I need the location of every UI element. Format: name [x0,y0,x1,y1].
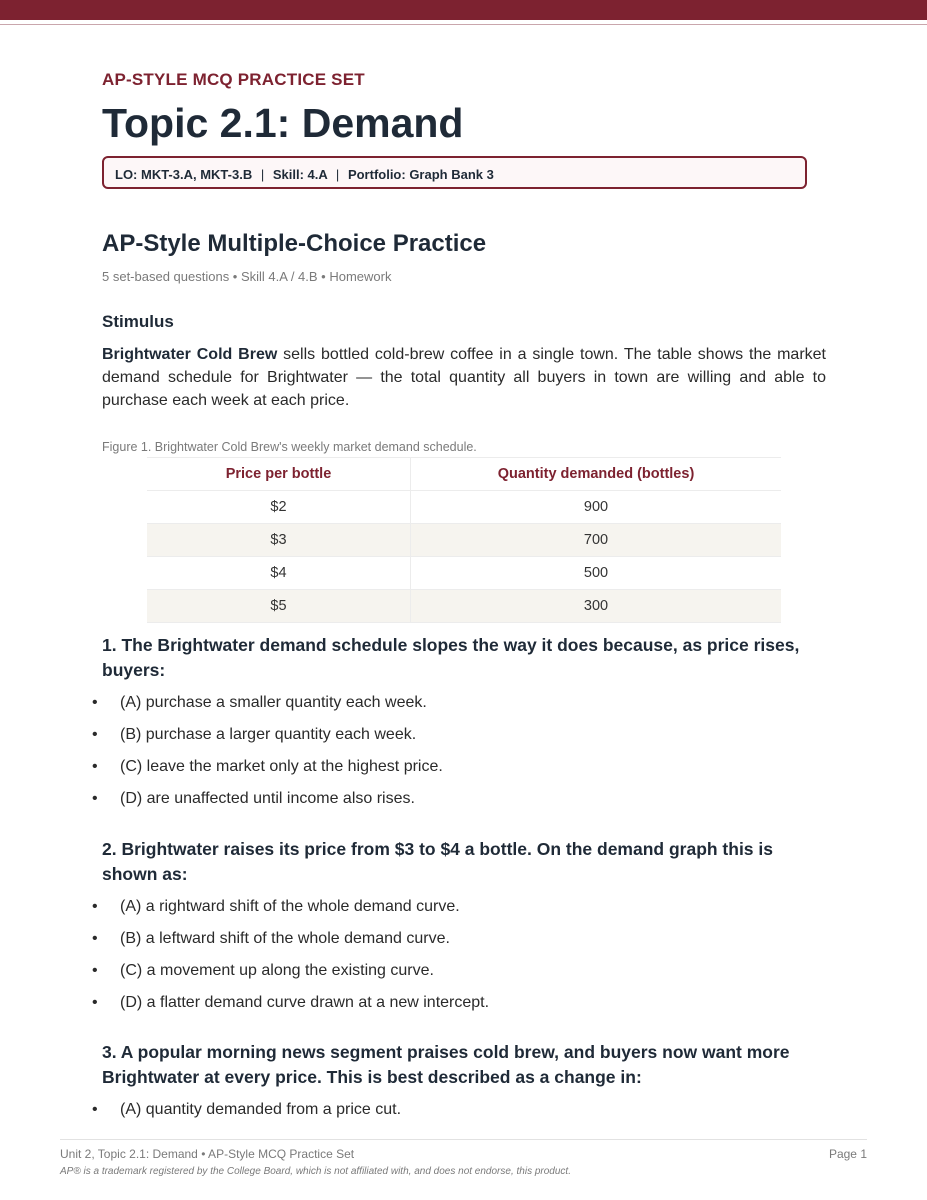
section-subtitle: 5 set-based questions • Skill 4.A / 4.B • Homework [102,269,392,284]
section-title: AP-Style Multiple-Choice Practice [102,230,487,257]
answer-option: • (C) a movement up along the existing curve. [102,955,826,987]
stimulus-brand: Brightwater Cold Brew [102,346,278,363]
answer-options [102,687,826,815]
demand-schedule-table [147,457,781,623]
answer-option: • (B) purchase a larger quantity each week. [102,719,826,751]
table-header-row [147,458,781,491]
table-cell-quantity: 700 [411,524,782,557]
question-stem: 3. A popular morning news segment praises cold brew, and buyers now want more Brightwater at every price. This is best described as a change in: [102,1042,790,1087]
answer-options [102,891,826,1019]
table-header-price: Price per bottle [147,458,411,491]
table-row [147,557,781,590]
table-row [147,491,781,524]
page-kicker: AP-STYLE MCQ PRACTICE SET [102,70,365,89]
question-stem: 2. Brightwater raises its price from $3 to $4 a bottle. On the demand graph this is shown as: [102,839,773,884]
learning-objectives-box [102,156,807,189]
answer-option: • (D) a flatter demand curve drawn at a new intercept. [102,987,826,1019]
top-accent-bar [0,0,927,20]
answer-option: • (C) leave the market only at the highest price. [102,751,826,783]
table-row [147,590,781,623]
question-stem: 1. The Brightwater demand schedule slopes the way it does because, as price rises, buyers: [102,635,800,680]
stimulus-heading: Stimulus [102,312,174,331]
page-number: Page 1 [828,1147,867,1161]
page-title: Topic 2.1: Demand [102,100,464,146]
portfolio-ref: Portfolio: Graph Bank 3 [347,167,494,182]
question-2 [102,837,826,1019]
trademark-note: AP® is a trademark registered by the College Board, which is not affiliated with, and does not endorse, this product. [60,1166,571,1177]
figure-caption: Figure 1. Brightwater Cold Brew's weekly market demand schedule. [102,440,477,454]
footer-rule [60,1139,867,1140]
answer-option: • (D) are unaffected until income also rises. [102,783,826,815]
answer-option: • (B) a leftward shift of the whole demand curve. [102,923,826,955]
answer-option: • (A) purchase a smaller quantity each week. [102,687,826,719]
top-rule [0,24,927,25]
lo-codes: LO: MKT-3.A, MKT-3.B [115,167,253,182]
lo-separator: | [335,167,340,182]
lo-separator: | [260,167,265,182]
footer-running-title: Unit 2, Topic 2.1: Demand • AP-Style MCQ Practice Set [60,1147,355,1161]
answer-option: • (A) quantity demanded from a price cut. [102,1094,826,1126]
table-cell-price: $4 [147,557,411,590]
table-cell-quantity: 300 [411,590,782,623]
question-1 [102,633,826,815]
table-header-quantity: Quantity demanded (bottles) [411,458,782,491]
skill-code: Skill: 4.A [272,167,328,182]
table-cell-price: $3 [147,524,411,557]
answer-option: • (A) a rightward shift of the whole demand curve. [102,891,826,923]
table-cell-quantity: 500 [411,557,782,590]
stimulus-body: sells bottled cold-brew coffee in a single town. The table shows the market demand schedule for Brightwater — the total quantity all buyers in town are willing and able to purchase each week at each price. [102,346,827,409]
table-cell-price: $5 [147,590,411,623]
question-3 [102,1040,826,1126]
table-cell-price: $2 [147,491,411,524]
stimulus-text [102,343,826,412]
table-cell-quantity: 900 [411,491,782,524]
table-row [147,524,781,557]
answer-options [102,1094,826,1126]
